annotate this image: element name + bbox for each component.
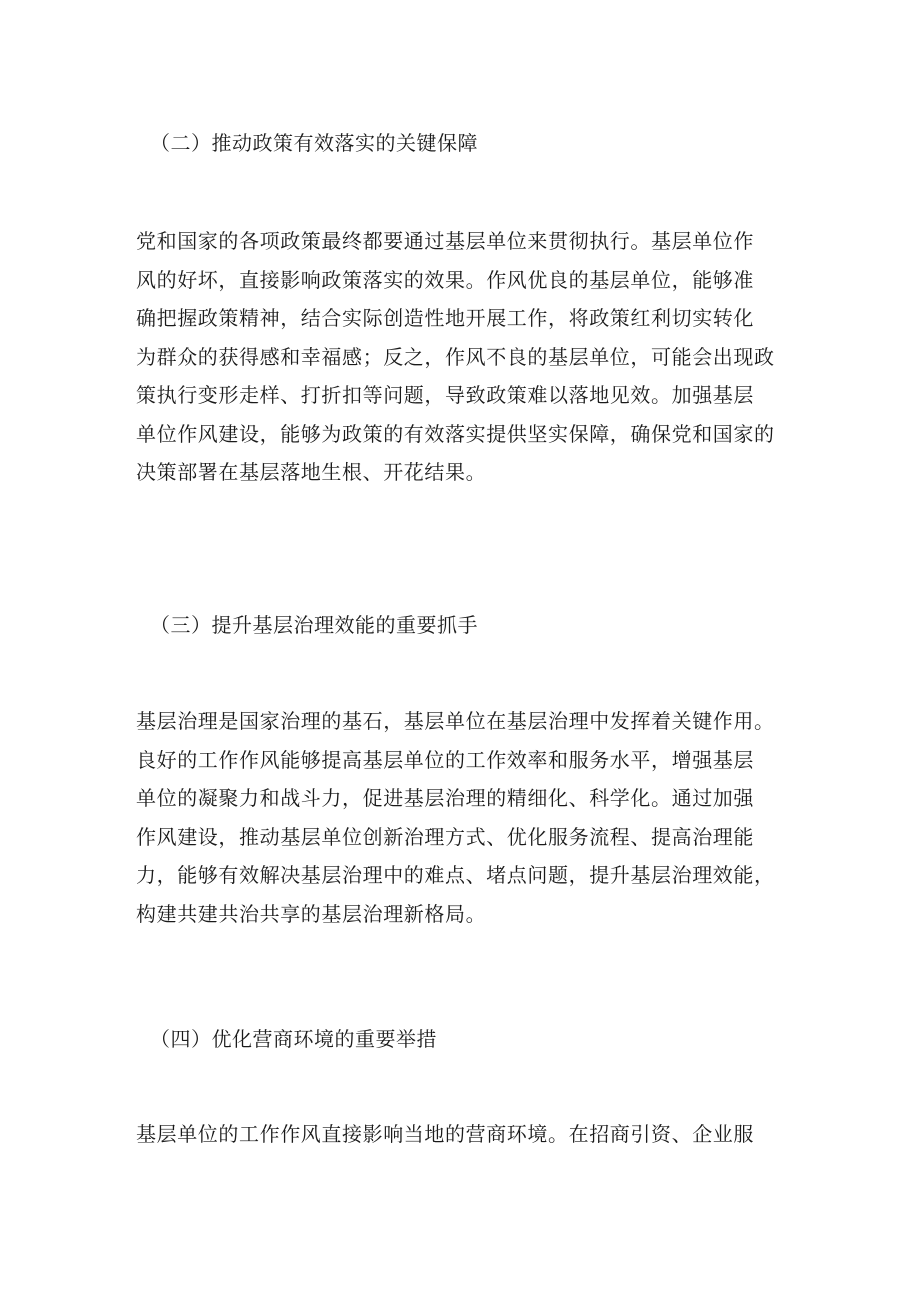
paragraph-line: 作风建设，推动基层单位创新治理方式、优化服务流程、提高治理能 — [136, 824, 754, 849]
paragraph-line: 单位的凝聚力和战斗力，促进基层治理的精细化、科学化。通过加强 — [136, 786, 754, 810]
paragraph-line: 决策部署在基层落地生根、开花结果。 — [136, 460, 487, 484]
paragraph-line: 力，能够有效解决基层治理中的难点、堵点问题，提升基层治理效能， — [136, 863, 775, 887]
paragraph-line: 策执行变形走样、打折扣等问题，导致政策难以落地见效。加强基层 — [136, 383, 754, 407]
paragraph-line: 构建共建共治共享的基层治理新格局。 — [136, 901, 487, 926]
paragraph-line: 基层单位的工作作风直接影响当地的营商环境。在招商引资、企业服 — [136, 1122, 754, 1146]
section-heading-2: （二）推动政策有效落实的关键保障 — [150, 131, 478, 155]
paragraph-line: 良好的工作作风能够提高基层单位的工作效率和服务水平，增强基层 — [136, 747, 754, 772]
paragraph-line: 确把握政策精神，结合实际创造性地开展工作，将政策红利切实转化 — [136, 306, 754, 330]
section-heading-4: （四）优化营商环境的重要举措 — [150, 1027, 437, 1051]
paragraph-3 — [136, 702, 796, 933]
paragraph-line: 基层治理是国家治理的基石，基层单位在基层治理中发挥着关键作用。 — [136, 709, 775, 733]
paragraph-2 — [136, 222, 796, 492]
paragraph-line: 单位作风建设，能够为政策的有效落实提供坚实保障，确保党和国家的 — [136, 421, 775, 446]
paragraph-line: 为群众的获得感和幸福感；反之，作风不良的基层单位，可能会出现政 — [136, 344, 775, 369]
paragraph-4 — [136, 1115, 796, 1154]
paragraph-line: 风的好坏，直接影响政策落实的效果。作风优良的基层单位，能够准 — [136, 267, 754, 292]
paragraph-line: 党和国家的各项政策最终都要通过基层单位来贯彻执行。基层单位作 — [136, 229, 754, 253]
section-heading-3: （三）提升基层治理效能的重要抓手 — [150, 613, 478, 637]
